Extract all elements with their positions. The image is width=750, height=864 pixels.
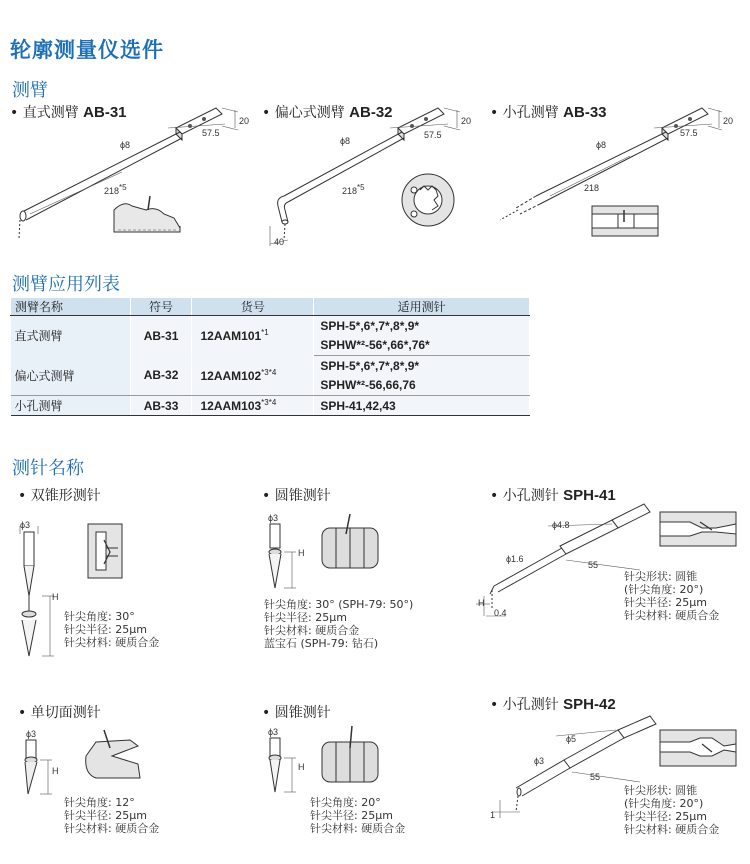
cell-code: AB-31: [130, 316, 192, 356]
stylus-specs: 针尖角度: 20° 针尖半径: 25µm 针尖材料: 硬质合金: [310, 796, 406, 835]
stylus-label: 圆锥测针: [274, 705, 331, 721]
dim-h: H: [52, 766, 59, 776]
arm-item-ab33: • 小孔测臂 AB-33: [490, 104, 607, 121]
cell-name: 偏心式测臂: [11, 356, 131, 396]
stylus-specs: 针尖形状: 圆锥 (针尖角度: 20°) 针尖半径: 25µm 针尖材料: 硬质合金: [624, 784, 720, 836]
cell-stylus: SPH-41,42,43: [314, 396, 530, 416]
dim-phi8: ϕ8: [596, 140, 607, 150]
stylus-code: SPH-41: [563, 487, 616, 504]
stylus-item-double-cone: • 双锥形测针: [18, 488, 101, 504]
dim-phi3: ϕ3: [26, 729, 37, 739]
stylus-item-sph41: • 小孔测针 SPH-41: [490, 487, 616, 504]
dim-h: H: [298, 762, 305, 772]
cell-stylus: SPHW*²-56,66,76: [314, 376, 530, 396]
arm-label: 直式测臂: [22, 105, 79, 121]
dim-phi16: ϕ1.6: [506, 554, 524, 564]
stylus-specs: 针尖角度: 30° (SPH-79: 50°) 针尖半径: 25µm 针尖材料: 硬质合金 蓝宝石 (SPH-79: 钻石): [264, 598, 414, 650]
dim-phi8: ϕ8: [120, 140, 131, 150]
stylus-item-single-face: • 单切面测针: [18, 705, 101, 721]
dim-575: 57.5: [680, 128, 698, 138]
stylus-specs: 针尖角度: 30° 针尖半径: 25µm 针尖材料: 硬质合金: [64, 610, 160, 649]
arm-item-ab31: • 直式测臂 AB-31: [10, 104, 127, 121]
cell-code: AB-33: [130, 396, 192, 416]
dim-20: 20: [723, 116, 734, 126]
dim-h: H: [52, 592, 59, 602]
dim-phi3: ϕ3: [268, 727, 279, 737]
dim-40: 40: [274, 237, 285, 247]
stylus-specs: 针尖形状: 圆锥 (针尖角度: 20°) 针尖半径: 25µm 针尖材料: 硬质合金: [624, 570, 720, 622]
dim-218: 218$^{*5}$: [342, 183, 365, 196]
dim-218: 218: [584, 183, 600, 193]
stylus-item-cone: • 圆锥测针: [262, 488, 331, 504]
col-header-name: 测臂名称: [11, 298, 131, 316]
cell-part: 12AAM101$^{*1}$: [192, 316, 314, 356]
dim-55: 55: [588, 560, 599, 570]
cell-name: 直式测臂: [11, 316, 131, 356]
arm-label: 小孔测臂: [502, 105, 559, 121]
stylus-specs: 针尖角度: 12° 针尖半径: 25µm 针尖材料: 硬质合金: [64, 796, 160, 835]
col-header-code: 符号: [130, 298, 192, 316]
dim-20: 20: [239, 116, 250, 126]
col-header-stylus: 适用测针: [314, 298, 530, 316]
arm-label: 偏心式测臂: [274, 105, 345, 121]
stylus-label: 小孔测针: [502, 488, 559, 504]
stylus-item-cone-2: • 圆锥测针: [262, 705, 331, 721]
stylus-section-title: 测针名称: [12, 458, 84, 479]
dim-phi3: ϕ3: [268, 513, 279, 523]
dim-phi48: ϕ4.8: [552, 520, 570, 530]
stylus-code: SPH-42: [563, 696, 616, 713]
stylus-label: 单切面测针: [30, 705, 101, 721]
dim-218: 218$^{*5}$: [104, 183, 127, 196]
cell-stylus: SPH-5*,6*,7*,8*,9*: [314, 316, 530, 336]
cell-code: AB-32: [130, 356, 192, 396]
dim-phi8: ϕ8: [340, 136, 351, 146]
arm-code: AB-31: [83, 104, 127, 121]
dim-04: 0.4: [494, 608, 507, 618]
dim-575: 57.5: [424, 130, 442, 140]
page-title: 轮廓测量仪选件: [10, 38, 164, 62]
dim-h: H: [298, 548, 305, 558]
cell-part: $12AAM103^{*3*4}$: [192, 396, 314, 416]
dim-55: 55: [590, 772, 601, 782]
arm-code: AB-32: [349, 104, 393, 121]
cell-stylus: SPHW*²-56*,66*,76*: [314, 336, 530, 356]
arms-section-title: 测臂: [12, 80, 48, 101]
arm-item-ab32: • 偏心式测臂 AB-32: [262, 104, 393, 121]
stylus-label: 小孔测针: [502, 697, 559, 713]
cell-name: 小孔测臂: [11, 396, 131, 416]
dim-h: H: [478, 598, 485, 608]
col-header-part: 货号: [192, 298, 314, 316]
dim-20: 20: [461, 116, 472, 126]
cell-part: $12AAM102^{*3*4}$: [192, 356, 314, 396]
cell-stylus: SPH-5*,6*,7*,8*,9*: [314, 356, 530, 376]
dim-1: 1: [490, 810, 496, 820]
dim-phi3: ϕ3: [20, 520, 31, 530]
dim-phi3: ϕ3: [534, 756, 545, 766]
dim-phi5: ϕ5: [566, 734, 577, 744]
stylus-item-sph42: • 小孔测针 SPH-42: [490, 696, 616, 713]
dim-575: 57.5: [202, 128, 220, 138]
stylus-label: 圆锥测针: [274, 488, 331, 504]
stylus-label: 双锥形测针: [30, 488, 101, 504]
table-section-title: 测臂应用列表: [12, 274, 120, 295]
arm-code: AB-33: [563, 104, 607, 121]
